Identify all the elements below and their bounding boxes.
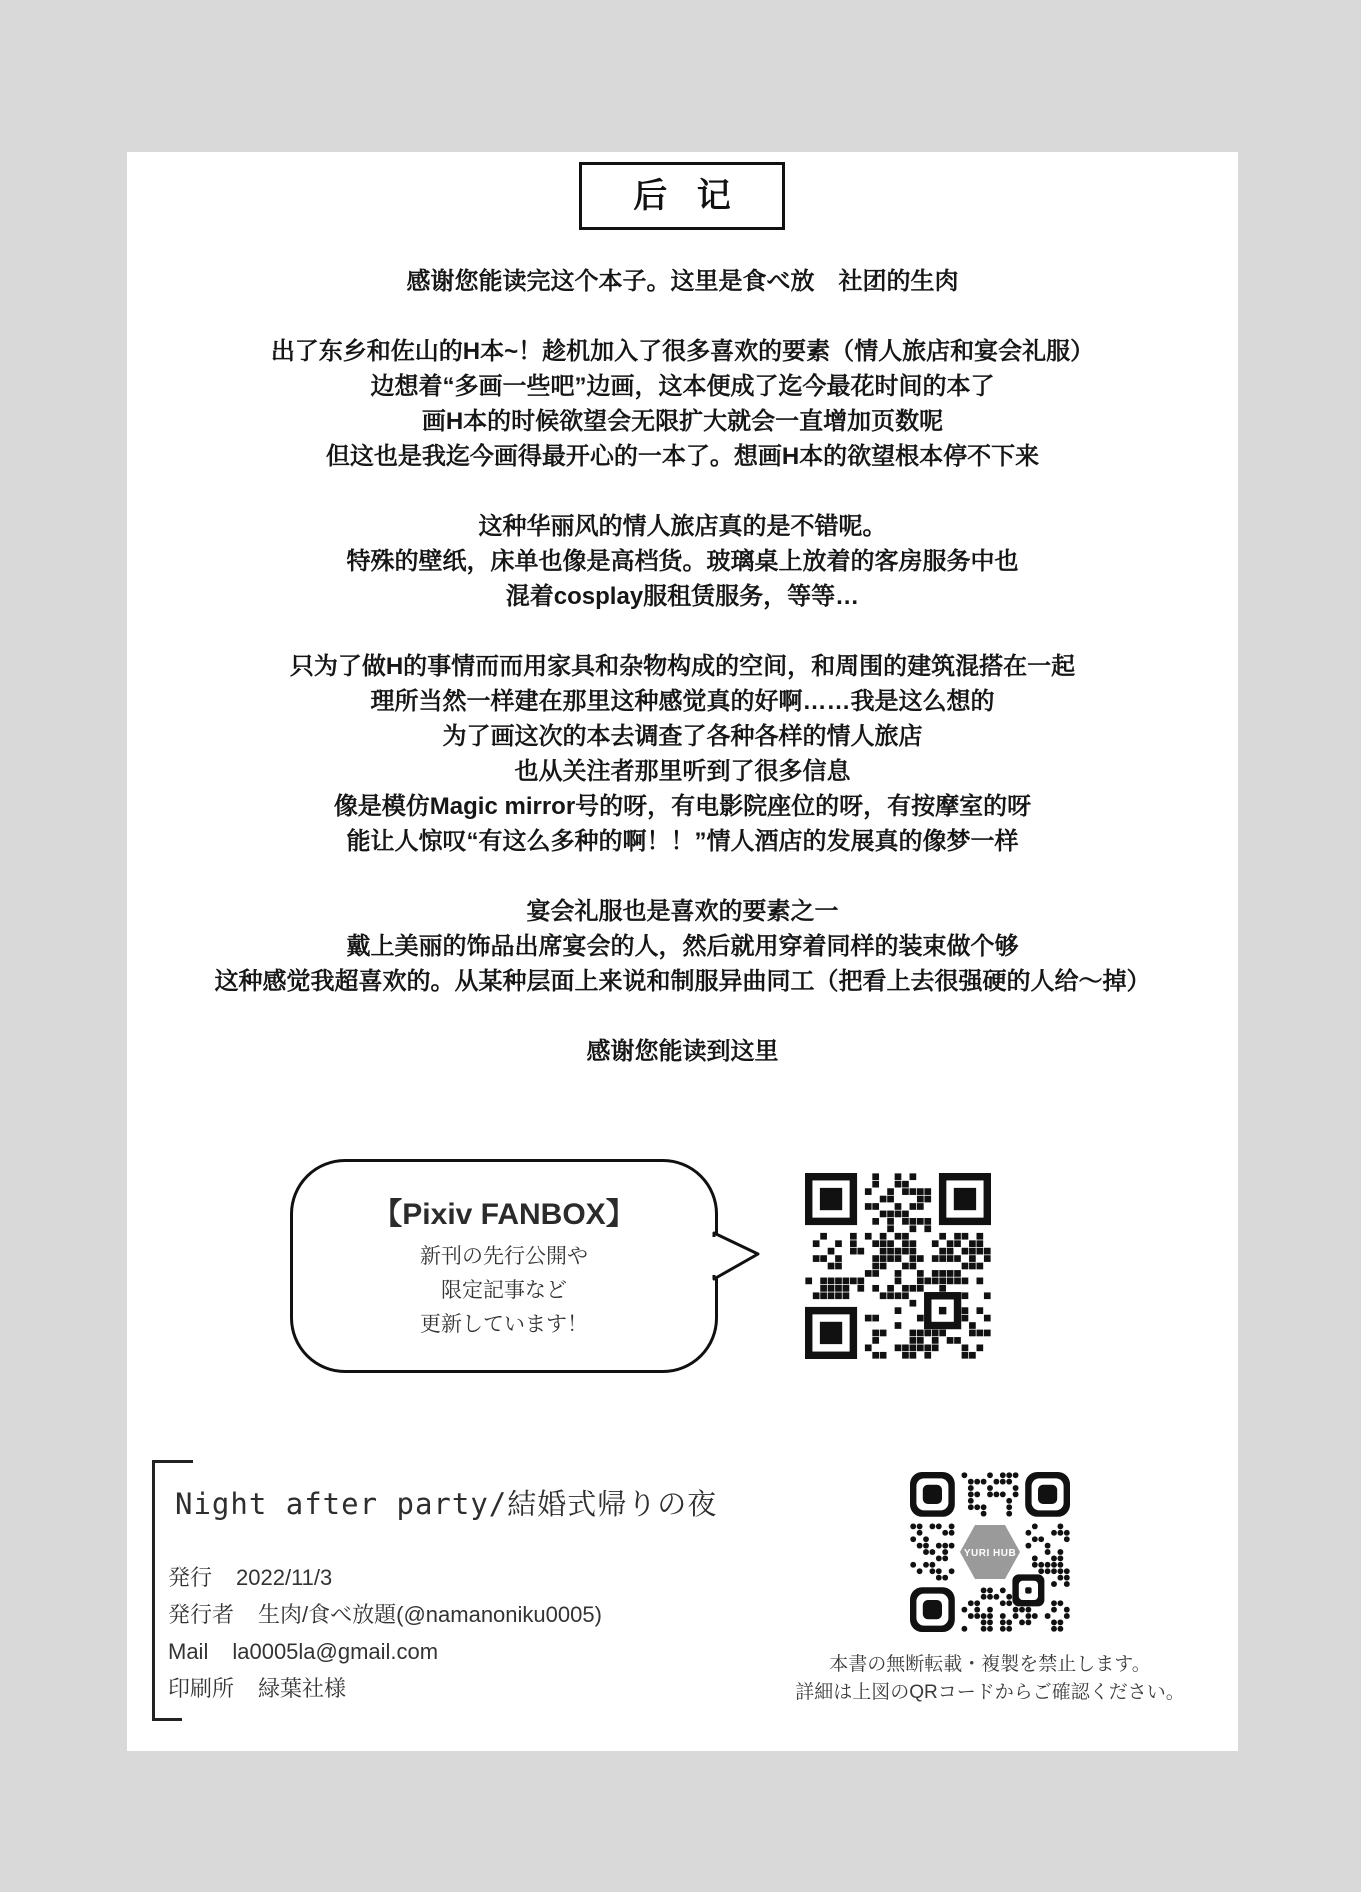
colophon-label: 発行 xyxy=(168,1565,213,1590)
text-line: 感谢您能读到这里 xyxy=(586,1038,779,1065)
text-line: 特殊的壁纸，床单也像是高档货。玻璃桌上放着的客房服务中也 xyxy=(346,548,1019,575)
text-line: 这种华丽风的情人旅店真的是不错呢。 xyxy=(478,513,887,540)
paragraph xyxy=(127,1034,1238,1069)
text-line: 宴会礼服也是喜欢的要素之一 xyxy=(526,898,839,925)
yurihub-qr-label: YURI HUB xyxy=(963,1548,1017,1559)
yurihub-qr-code xyxy=(910,1472,1070,1632)
paragraph xyxy=(127,649,1238,859)
text-line: 能让人惊叹“有这么多种的啊！！”情人酒店的发展真的像梦一样 xyxy=(346,828,1019,855)
fanbox-line: 新刊の先行公開や xyxy=(420,1245,588,1268)
text-line: 也从关注者那里听到了很多信息 xyxy=(514,758,851,785)
colophon-value: 緑葉社様 xyxy=(258,1676,347,1701)
copyright-notice xyxy=(720,1651,1260,1707)
colophon-row xyxy=(168,1670,602,1707)
text-line: 感谢您能读完这个本子。这里是食べ放 社团的生肉 xyxy=(406,268,959,295)
colophon-label: 発行者 xyxy=(168,1602,235,1627)
text-line: 像是模仿Magic mirror号的呀，有电影院座位的呀，有按摩室的呀 xyxy=(333,793,1032,820)
fanbox-qr-code xyxy=(805,1173,991,1359)
afterword-text xyxy=(127,264,1238,1104)
afterword-title-box xyxy=(579,162,785,230)
afterword-page xyxy=(127,152,1238,1751)
text-line: 但这也是我迄今画得最开心的一本了。想画H本的欲望根本停不下来 xyxy=(325,443,1040,470)
speech-bubble-tail xyxy=(712,1230,762,1282)
notice-line: 本書の無断転載・複製を禁止します。 xyxy=(829,1654,1151,1675)
text-line: 混着cosplay服租赁服务，等等… xyxy=(505,583,860,610)
notice-line: 詳細は上図のQRコードからご確認ください。 xyxy=(795,1682,1185,1703)
page-title: 后 记 xyxy=(633,177,741,215)
colophon xyxy=(168,1559,602,1707)
text-line: 只为了做H的事情而而用家具和杂物构成的空间，和周围的建筑混搭在一起 xyxy=(289,653,1076,680)
fanbox-title: 【Pixiv FANBOX】 xyxy=(372,1198,636,1231)
colophon-row xyxy=(168,1633,602,1670)
text-line: 画H本的时候欲望会无限扩大就会一直增加页数呢 xyxy=(421,408,944,435)
text-line: 戴上美丽的饰品出席宴会的人，然后就用穿着同样的装束做个够 xyxy=(346,933,1019,960)
text-line: 这种感觉我超喜欢的。从某种层面上来说和制服异曲同工（把看上去很强硬的人给～掉） xyxy=(214,968,1151,995)
book-title: Night after party/結婚式帰りの夜 xyxy=(175,1487,718,1521)
text-line: 边想着“多画一些吧”边画，这本便成了迄今最花时间的本了 xyxy=(370,373,995,400)
text-line: 理所当然一样建在那里这种感觉真的好啊……我是这么想的 xyxy=(370,688,995,715)
colophon-row xyxy=(168,1596,602,1633)
colophon-value: 生肉/食べ放題(@namanoniku0005) xyxy=(258,1602,602,1627)
fanbox-line: 更新しています！ xyxy=(420,1313,588,1336)
paragraph xyxy=(127,894,1238,999)
colophon-label: 印刷所 xyxy=(168,1676,235,1701)
paragraph xyxy=(127,334,1238,474)
colophon-label: Mail xyxy=(168,1639,209,1664)
paragraph xyxy=(127,509,1238,614)
colophon-row xyxy=(168,1559,602,1596)
colophon-bracket xyxy=(152,1460,155,1721)
colophon-value: 2022/11/3 xyxy=(236,1565,333,1590)
colophon-bracket-top xyxy=(152,1460,193,1463)
text-line: 出了东乡和佐山的H本~！趁机加入了很多喜欢的要素（情人旅店和宴会礼服） xyxy=(270,338,1095,365)
paragraph xyxy=(127,264,1238,299)
colophon-bracket-bottom xyxy=(152,1718,182,1721)
fanbox-speech-bubble xyxy=(290,1159,718,1373)
fanbox-line: 限定記事など xyxy=(441,1279,567,1302)
text-line: 为了画这次的本去调查了各种各样的情人旅店 xyxy=(442,723,923,750)
colophon-value: la0005la@gmail.com xyxy=(232,1639,439,1664)
